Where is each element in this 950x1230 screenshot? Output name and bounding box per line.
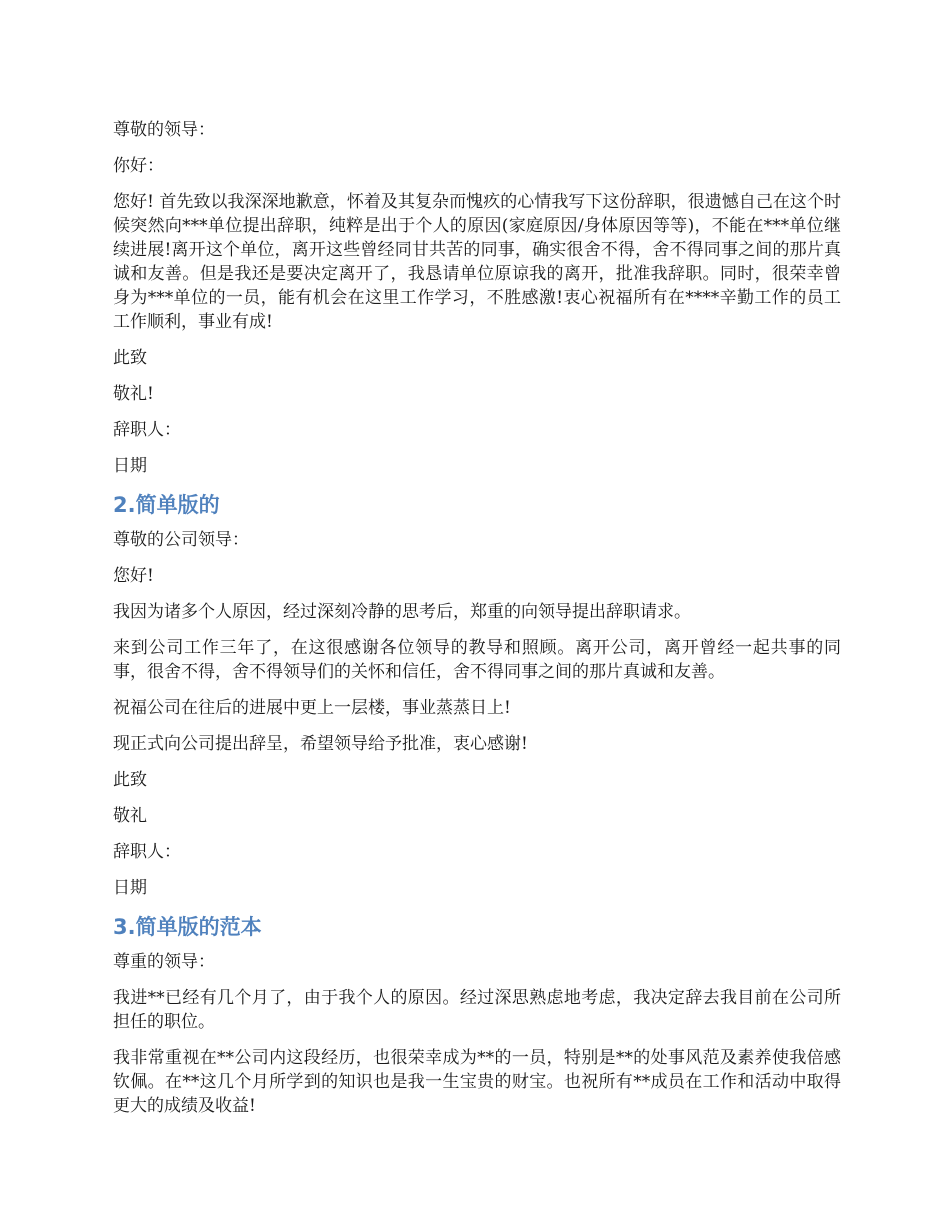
section3-heading: 3.简单版的范本 [113,915,262,939]
section2-date: 日期 [113,878,147,898]
document-page [113,118,841,1130]
letter1-closing-1: 此致 [113,348,147,368]
section2-paragraph-4: 现正式向公司提出辞呈，希望领导给予批准，衷心感谢! [113,734,528,754]
section3-paragraph-2: 我非常重视在**公司内这段经历，也很荣幸成为**的一员，特别是**的处事风范及素养使我倍感钦佩。在**这几个月所学到的知识也是我一生宝贵的财宝。也祝所有**成员在工作和活动中取得更大的成绩及收益! [113,1048,841,1116]
section2-paragraph-1: 我因为诸多个人原因，经过深刻冷静的思考后，郑重的向领导提出辞职请求。 [113,602,691,622]
letter1-salutation: 尊敬的领导： [113,120,215,140]
section2-signer: 辞职人： [113,842,181,862]
letter1-signer: 辞职人： [113,420,181,440]
section2-closing-2: 敬礼 [113,806,147,826]
section2-greeting: 您好! [113,566,154,586]
letter1-body: 您好! 首先致以我深深地歉意，怀着及其复杂而愧疚的心情我写下这份辞职，很遗憾自己在这个时候突然向***单位提出辞职，纯粹是出于个人的原因(家庭原因/身体原因等等)，不能在***单位继续进展!离开这个单位，离开这些曾经同甘共苦的同事，确实很舍不得，舍不得同事之间的那片真诚和友善。但是我还是要决定离开了，我恳请单位原谅我的离开，批准我辞职。同时，很荣幸曾身为***单位的一员，能有机会在这里工作学习，不胜感激!衷心祝福所有在****辛勤工作的员工工作顺利，事业有成! [113,192,841,332]
section2-salutation: 尊敬的公司领导： [113,530,249,550]
section2-heading: 2.简单版的 [113,493,220,517]
section2-paragraph-3: 祝福公司在往后的进展中更上一层楼，事业蒸蒸日上! [113,698,511,718]
section2-paragraph-2: 来到公司工作三年了，在这很感谢各位领导的教导和照顾。离开公司，离开曾经一起共事的同事，很舍不得，舍不得领导们的关怀和信任，舍不得同事之间的那片真诚和友善。 [113,638,841,682]
section3-salutation: 尊重的领导： [113,952,215,972]
section2-closing-1: 此致 [113,770,147,790]
letter1-closing-2: 敬礼! [113,384,154,404]
letter1-greeting: 你好： [113,156,164,176]
letter1-date: 日期 [113,456,147,476]
section3-paragraph-1: 我进**已经有几个月了，由于我个人的原因。经过深思熟虑地考虑，我决定辞去我目前在公司所担任的职位。 [113,988,841,1032]
